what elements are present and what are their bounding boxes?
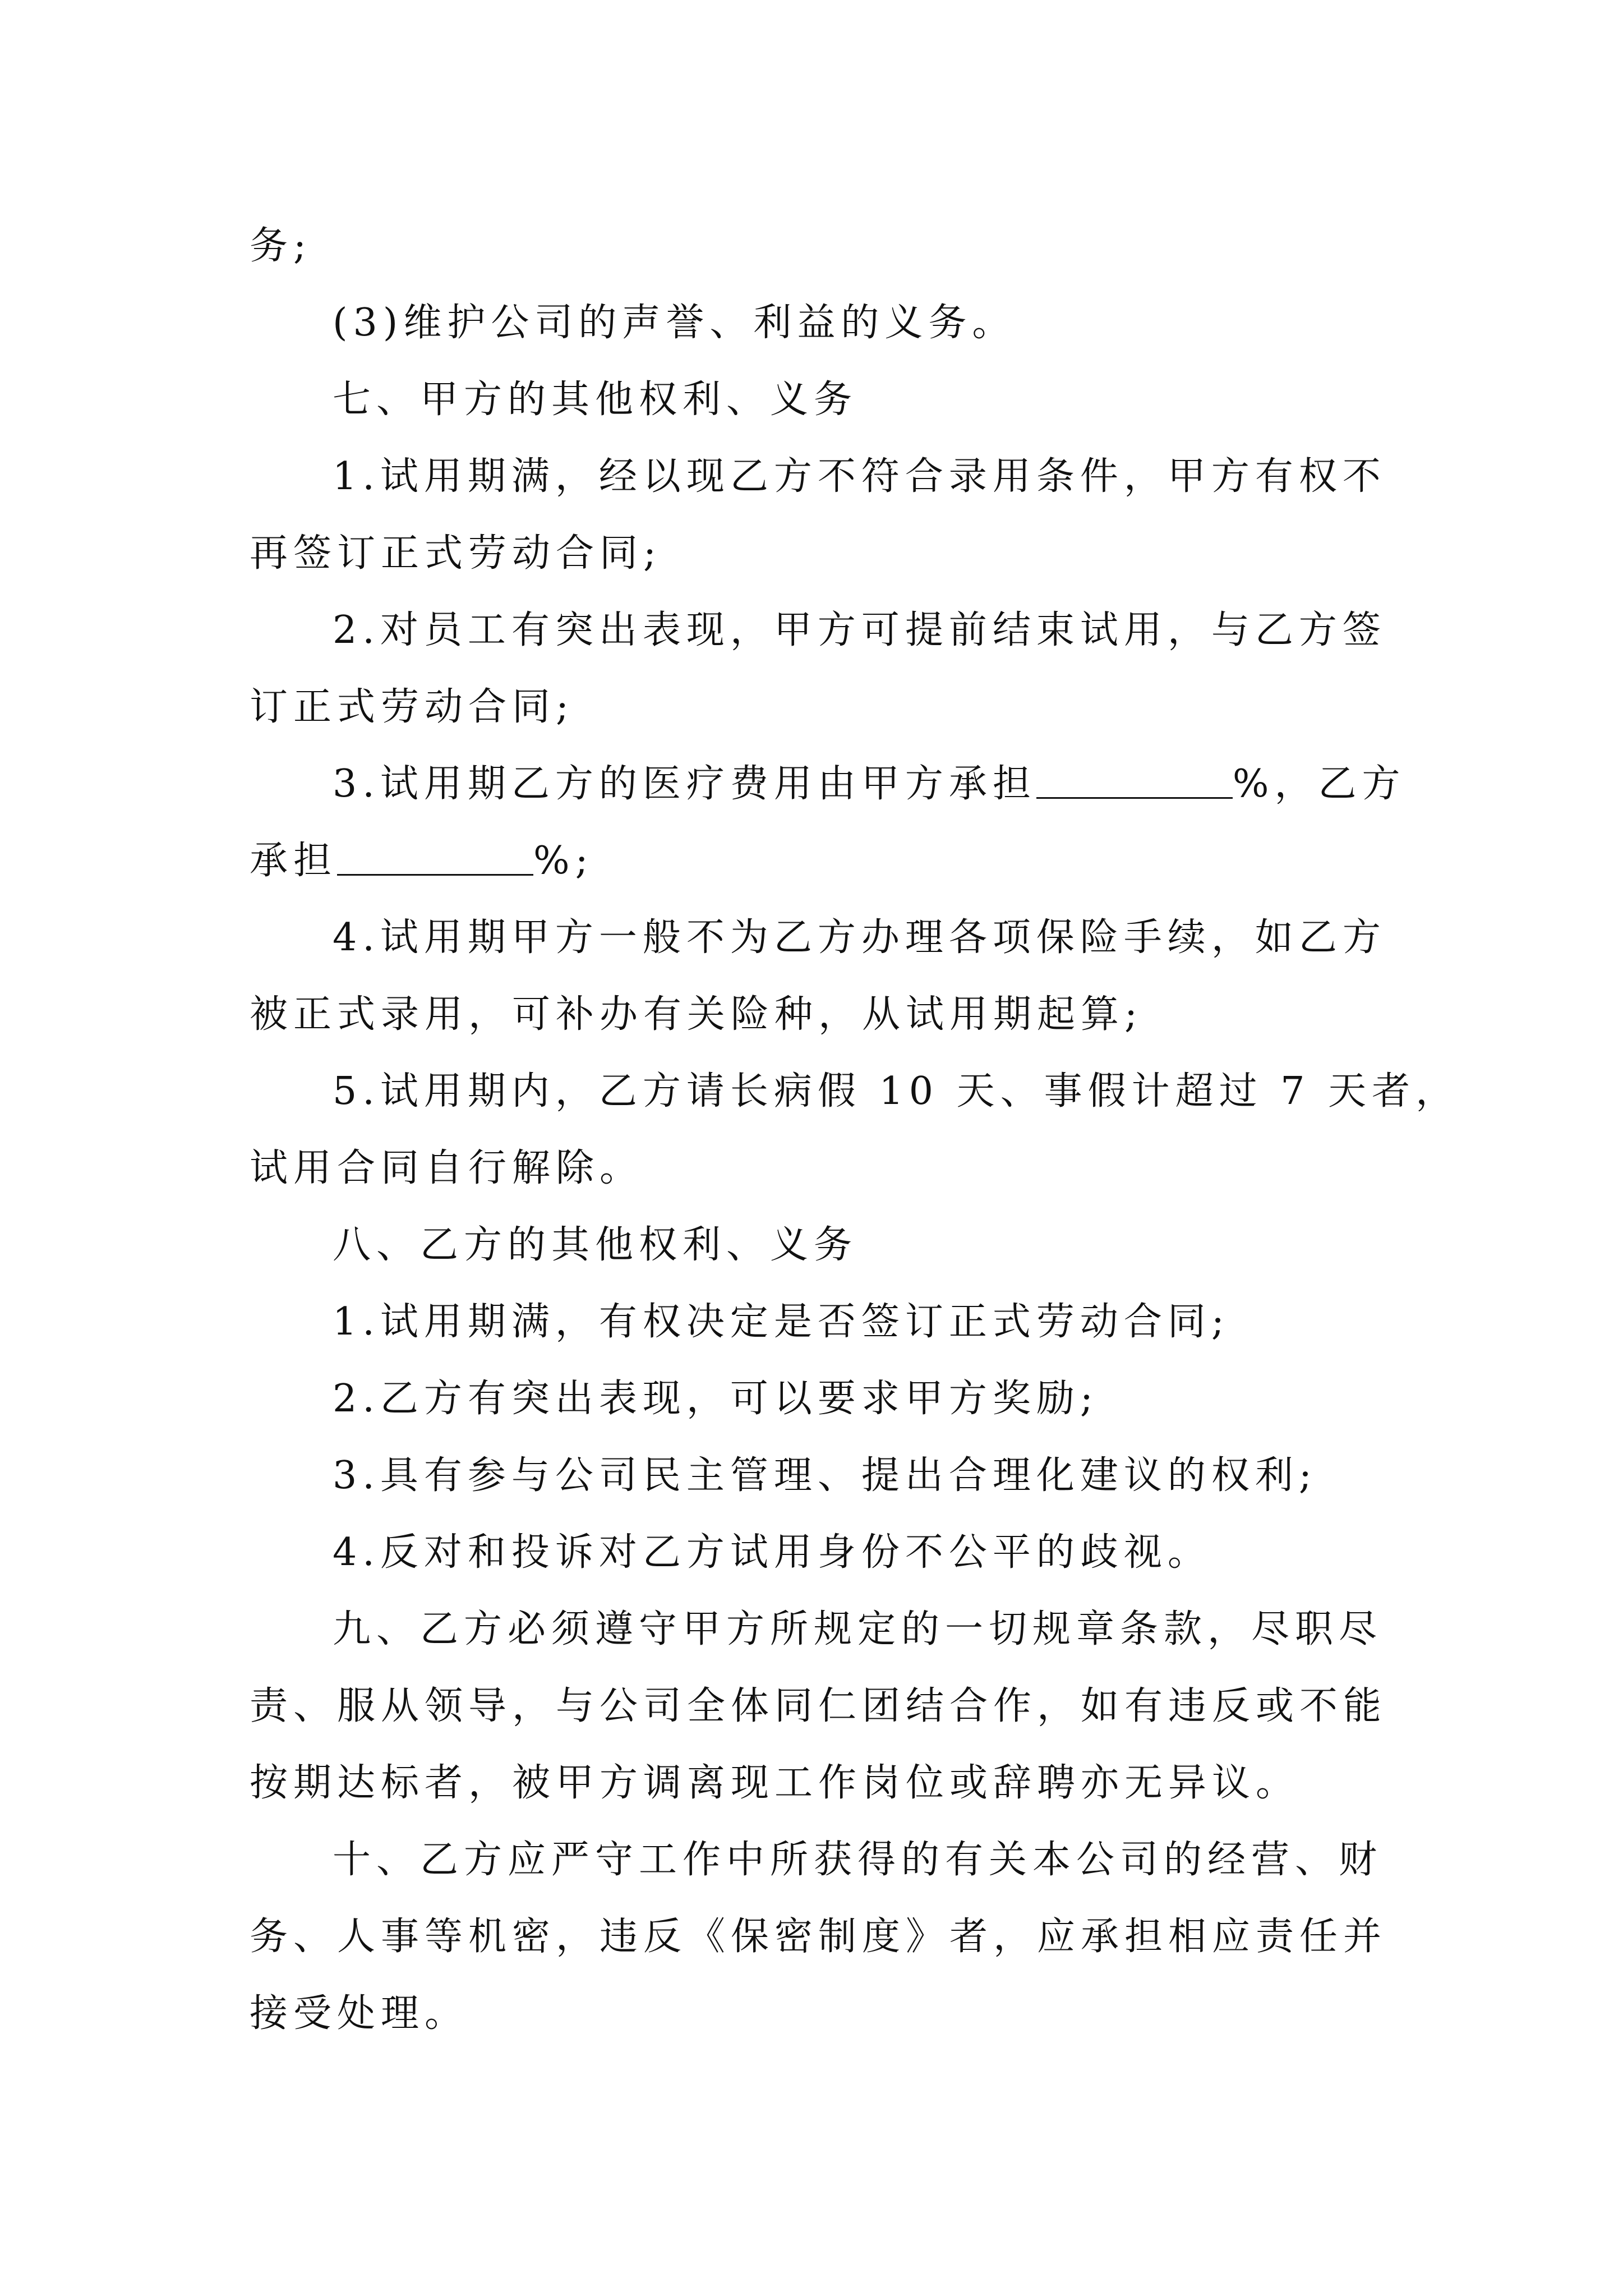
section-heading: 七、甲方的其他权利、义务: [333, 378, 858, 422]
text-line: 订正式劳动合同;: [250, 685, 574, 729]
text-line: 再签订正式劳动合同;: [250, 531, 662, 576]
text-line: 十、乙方应严守工作中所获得的有关本公司的经营、财: [333, 1838, 1383, 1882]
text-segment: 承担: [250, 839, 338, 883]
text-line-with-blank: [250, 746, 1406, 822]
text-line: 接受处理。: [250, 1991, 469, 2036]
text-line: 九、乙方必须遵守甲方所规定的一切规章条款，尽职尽: [333, 1607, 1383, 1651]
text-line: 1.试用期满，有权决定是否签订正式劳动合同;: [333, 1300, 1230, 1344]
text-line: 务;: [250, 224, 312, 268]
text-line: 1.试用期满，经以现乙方不符合录用条件，甲方有权不: [333, 454, 1386, 499]
text-line: 5.试用期内，乙方请长病假 10 天、事假计超过 7 天者，: [333, 1069, 1460, 1114]
fill-in-blank: [1036, 763, 1233, 799]
text-line: 4.反对和投诉对乙方试用身份不公平的歧视。: [333, 1530, 1211, 1575]
fill-in-blank: [337, 840, 533, 876]
text-line: 2.对员工有突出表现，甲方可提前结束试用，与乙方签: [333, 608, 1386, 652]
text-segment: %，乙方: [1232, 762, 1406, 806]
text-segment: 3.试用期乙方的医疗费用由甲方承担: [333, 762, 1036, 806]
text-line: 3.具有参与公司民主管理、提出合理化建议的权利;: [333, 1453, 1317, 1498]
text-line: 4.试用期甲方一般不为乙方办理各项保险手续，如乙方: [333, 915, 1386, 960]
text-segment: %;: [533, 839, 594, 883]
text-line: 责、服从领导，与公司全体同仁团结合作，如有违反或不能: [250, 1684, 1387, 1728]
text-line: 被正式录用，可补办有关险种，从试用期起算;: [250, 992, 1143, 1037]
section-heading: 八、乙方的其他权利、义务: [333, 1223, 858, 1267]
text-line-with-blank: [250, 822, 1394, 899]
text-line: (3)维护公司的声誉、利益的义务。: [333, 301, 1016, 345]
text-line: 试用合同自行解除。: [250, 1146, 644, 1190]
text-line: 按期达标者，被甲方调离现工作岗位或辞聘亦无异议。: [250, 1761, 1300, 1805]
document-body: [250, 208, 1460, 2052]
text-line: 务、人事等机密，违反《保密制度》者，应承担相应责任并: [250, 1915, 1387, 1959]
text-line: 2.乙方有突出表现，可以要求甲方奖励;: [333, 1377, 1099, 1421]
